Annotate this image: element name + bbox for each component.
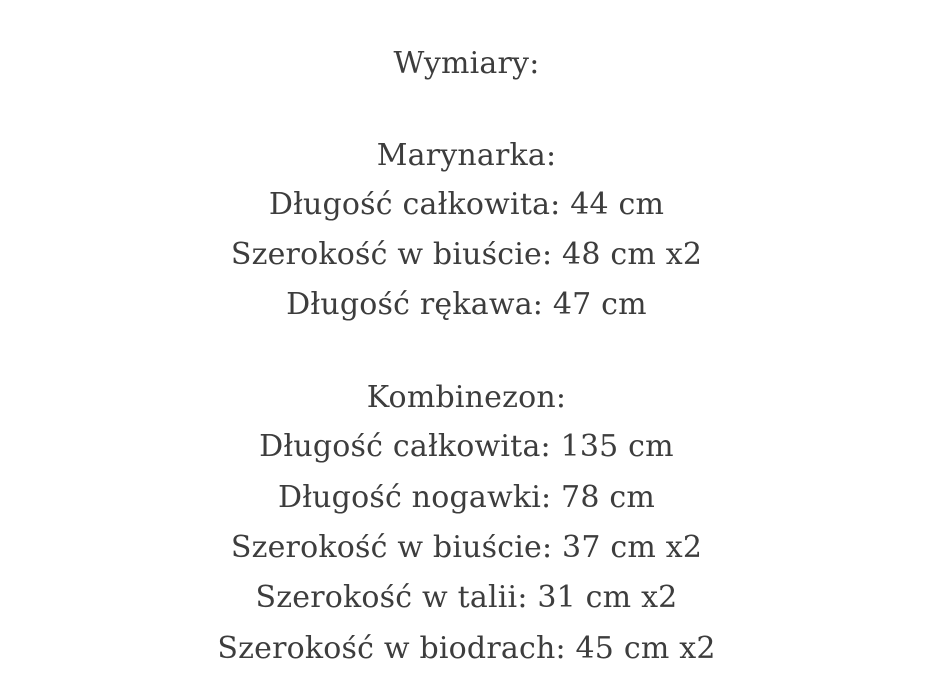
jumpsuit-leg-length: Długość nogawki: 78 cm: [277, 480, 656, 515]
jumpsuit-hip-width: Szerokość w biodrach: 45 cm x2: [217, 631, 716, 666]
jumpsuit-title: Kombinezon:: [366, 380, 567, 415]
jacket-title: Marynarka:: [376, 138, 557, 173]
jacket-sleeve-length: Długość rękawa: 47 cm: [286, 287, 647, 322]
jacket-bust-width: Szerokość w biuście: 48 cm x2: [230, 237, 703, 272]
jacket-total-length: Długość całkowita: 44 cm: [268, 187, 665, 222]
dimensions-heading: Wymiary:: [393, 46, 540, 81]
jumpsuit-waist-width: Szerokość w talii: 31 cm x2: [255, 580, 678, 615]
jumpsuit-bust-width: Szerokość w biuście: 37 cm x2: [230, 530, 703, 565]
jumpsuit-total-length: Długość całkowita: 135 cm: [259, 429, 674, 464]
